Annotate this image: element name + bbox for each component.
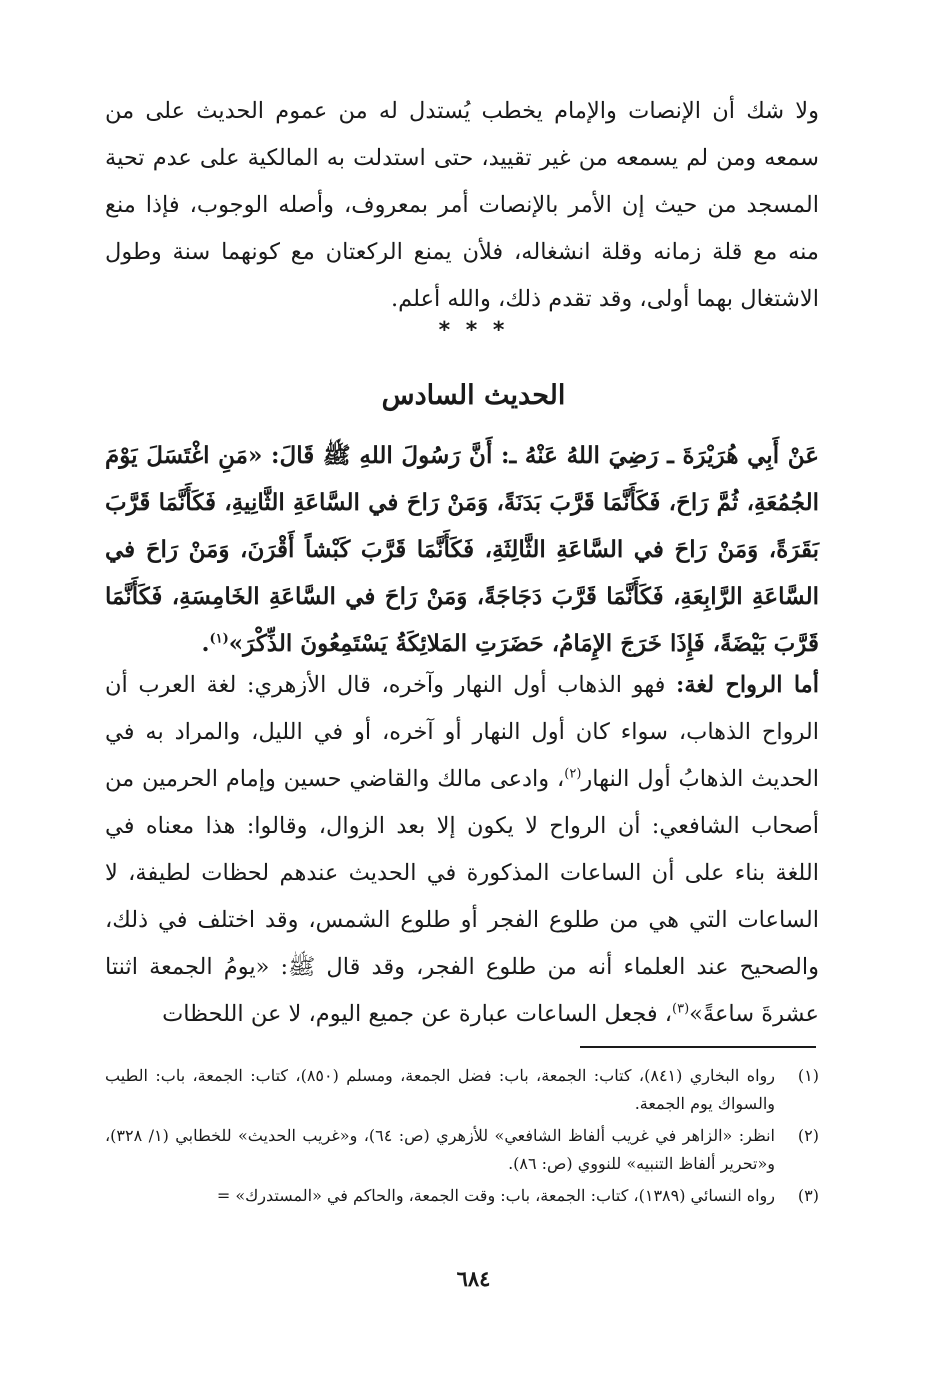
footnote-text: رواه النسائي (١٣٨٩)، كتاب: الجمعة، باب: وقت الجمعة، والحاكم في «المستدرك» = (216, 1186, 775, 1205)
section-heading: الحديث السادس (381, 380, 566, 411)
explanation-part-2: ، وادعى مالك والقاضي حسين وإمام الحرمين من أصحاب الشافعي: أن الرواح لا يكون إلا بعد الزوال، وقالوا: هذا معناه في اللغة بناء على أن الساعات المذكورة في الحديث عندهم لحظات لطيفة، لا الساعات التي هي من طلوع الفجر أو طلوع الشمس، وقد اختلف في ذلك، والصحيح عند العلماء أنه من طلوع الفجر، وقد قال ﷺ: «يومُ الجمعة اثنتا عشرةَ ساعةً» (105, 766, 819, 1027)
explanation-part-3: ، فجعل الساعات عبارة عن جميع اليوم، لا عن اللحظات (162, 1001, 673, 1027)
footnote-ref-1[interactable]: (١) (209, 631, 229, 647)
explanation-paragraph (105, 662, 819, 1038)
footnote (105, 1062, 819, 1118)
hadith-body: عَنْ أَبِي هُرَيْرَةَ ـ رَضِيَ اللهُ عَنْهُ ـ: أَنَّ رَسُولَ اللهِ ﷺ قَالَ: «مَنِ اغْتَسَلَ يَوْمَ الجُمُعَةِ، ثُمَّ رَاحَ، فَكَأَنَّمَا قَرَّبَ بَدَنَةً، وَمَنْ رَاحَ في السَّاعَةِ الثَّانِيةِ، فَكَأَنَّمَا قَرَّبَ بَقَرَةً، وَمَنْ رَاحَ في السَّاعَةِ الثَّالِثَةِ، فَكَأَنَّمَا قَرَّبَ كَبْشاً أَقْرَنَ، وَمَنْ رَاحَ في السَّاعَةِ الرَّابِعَةِ، فَكَأَنَّمَا قَرَّبَ دَجَاجَةً، وَمَنْ رَاحَ في السَّاعَةِ الخَامِسَةِ، فَكَأَنَّمَا قَرَّبَ بَيْضَةً، فَإِذَا خَرَجَ الإِمَامُ، حَضَرَتِ المَلائِكَةُ يَسْتَمِعُونَ الذِّكْرَ» (105, 442, 819, 657)
footnote-number: (١) (797, 1066, 819, 1085)
footnote-text: انظر: «الزاهر في غريب ألفاظ الشافعي» للأزهري (ص: ٦٤)، و«غريب الحديث» للخطابي (١/ ٣٢٨)، و«تحرير ألفاظ التنبيه» للنووي (ص: ٨٦). (105, 1126, 775, 1173)
footnote (105, 1182, 819, 1210)
footnotes (105, 1062, 819, 1214)
footnote (105, 1122, 819, 1178)
footnote-number: (٣) (797, 1186, 819, 1205)
footnote-divider (580, 1046, 816, 1048)
footnote-ref-2[interactable]: (٢) (564, 766, 582, 782)
page-number: ٦٨٤ (456, 1266, 491, 1291)
explanation-part-1: فهو الذهاب أول النهار وآخره، قال الأزهري: لغة العرب أن الرواح الذهاب، سواء كان أول النهار أو آخره، أو في الليل، والمراد به في الحديث الذهابُ أول النهار (105, 672, 819, 792)
footnote-number: (٢) (797, 1126, 819, 1145)
intro-paragraph: ولا شك أن الإنصات والإمام يخطب يُستدل له من عموم الحديث على من سمعه ومن لم يسمعه من غير تقييد، حتى استدلت به المالكية على عدم تحية المسجد من حيث إن الأمر بالإنصات أمر بمعروف، وأصله الوجوب، فإذا منع منه مع قلة زمانه وقلة انشغاله، فلأن يمنع الركعتان مع كونهما سنة وطول الاشتغال بهما أولى، وقد تقدم ذلك، والله أعلم. (105, 98, 819, 312)
explanation-lead: أما الرواح لغة: (676, 672, 819, 698)
hadith-text (105, 432, 819, 667)
section-separator: * * * (438, 318, 509, 343)
footnote-text: رواه البخاري (٨٤١)، كتاب: الجمعة، باب: فضل الجمعة، ومسلم (٨٥٠)، كتاب: الجمعة، باب: الطيب والسواك يوم الجمعة. (105, 1066, 776, 1113)
hadith-end: . (201, 630, 210, 657)
footnote-ref-3[interactable]: (٣) (672, 1001, 690, 1017)
